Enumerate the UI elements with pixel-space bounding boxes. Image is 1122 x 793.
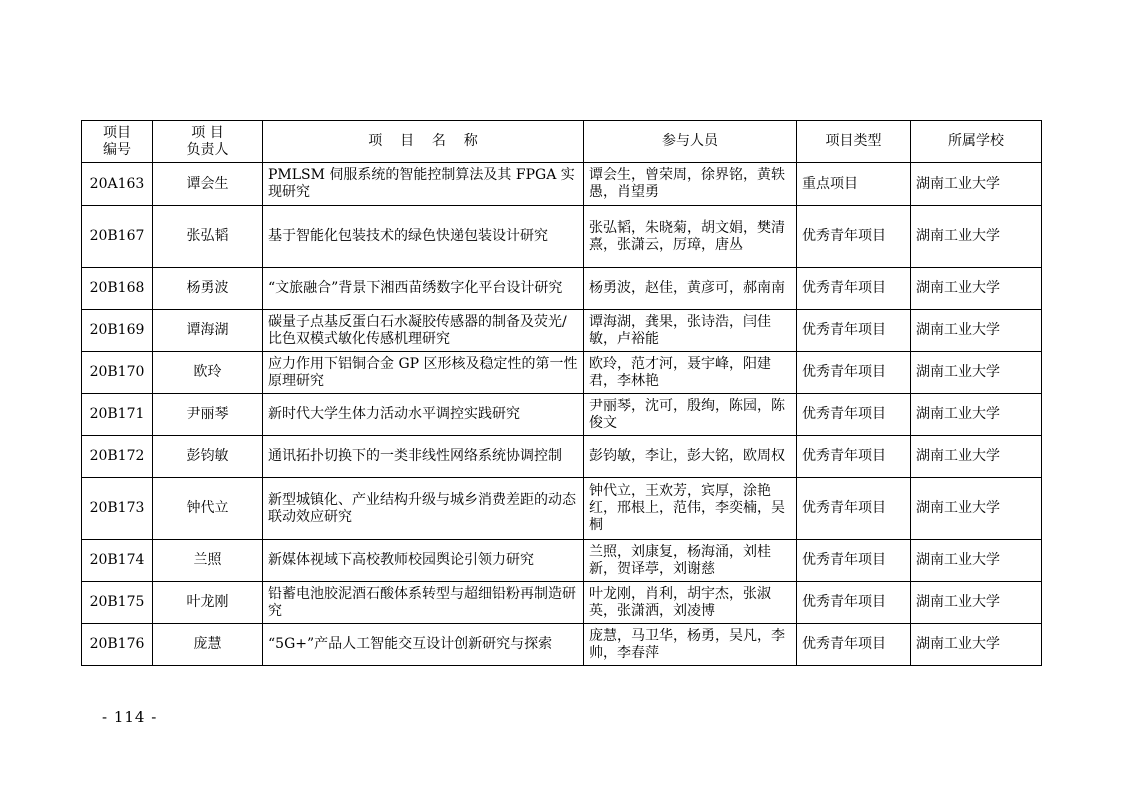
project-code: 20B175 (82, 582, 153, 624)
project-type: 优秀青年项目 (797, 540, 911, 582)
project-leader: 谭会生 (153, 163, 263, 206)
table-row (82, 436, 1042, 478)
header-project-name: 项 目 名 称 (263, 121, 584, 163)
header-project-type: 项目类型 (797, 121, 911, 163)
project-code: 20B173 (82, 478, 153, 540)
header-project-code: 项目 编号 (82, 121, 153, 163)
page-number: - 114 - (102, 708, 158, 726)
project-members: 欧玲，范才河，聂宇峰，阳建君，李林艳 (584, 352, 797, 394)
project-type: 优秀青年项目 (797, 394, 911, 436)
project-code: 20B174 (82, 540, 153, 582)
project-code: 20B167 (82, 206, 153, 268)
project-name: 通讯拓扑切换下的一类非线性网络系统协调控制 (263, 436, 584, 478)
project-members: 兰照，刘康复，杨海涌，刘桂新，贺译葶，刘谢慈 (584, 540, 797, 582)
project-members: 谭会生，曾荣周，徐界铭，黄轶愚，肖望勇 (584, 163, 797, 206)
header-participants: 参与人员 (584, 121, 797, 163)
project-leader: 庞慧 (153, 624, 263, 666)
table-row (82, 352, 1042, 394)
project-name: “文旅融合”背景下湘西苗绣数字化平台设计研究 (263, 268, 584, 310)
project-type: 优秀青年项目 (797, 352, 911, 394)
project-name: PMLSM 伺服系统的智能控制算法及其 FPGA 实现研究 (263, 163, 584, 206)
project-type: 优秀青年项目 (797, 582, 911, 624)
project-school: 湖南工业大学 (911, 394, 1042, 436)
project-school: 湖南工业大学 (911, 163, 1042, 206)
project-members: 钟代立，王欢芳，宾厚，涂艳红，邢根上，范伟，李奕楠，吴桐 (584, 478, 797, 540)
table-row (82, 624, 1042, 666)
project-code: 20B169 (82, 310, 153, 352)
table-row (82, 163, 1042, 206)
project-leader: 叶龙刚 (153, 582, 263, 624)
project-school: 湖南工业大学 (911, 582, 1042, 624)
project-type: 优秀青年项目 (797, 310, 911, 352)
project-code: 20B172 (82, 436, 153, 478)
project-school: 湖南工业大学 (911, 478, 1042, 540)
header-project-leader: 项 目 负责人 (153, 121, 263, 163)
project-type: 优秀青年项目 (797, 268, 911, 310)
project-type: 优秀青年项目 (797, 436, 911, 478)
project-type: 重点项目 (797, 163, 911, 206)
project-code: 20B170 (82, 352, 153, 394)
project-members: 尹丽琴，沈可，殷绚，陈园，陈俊文 (584, 394, 797, 436)
project-name: 碳量子点基反蛋白石水凝胶传感器的制备及荧光/比色双模式敏化传感机理研究 (263, 310, 584, 352)
project-type: 优秀青年项目 (797, 624, 911, 666)
project-members: 庞慧，马卫华，杨勇，吴凡，李帅，李春萍 (584, 624, 797, 666)
table-row (82, 394, 1042, 436)
project-leader: 钟代立 (153, 478, 263, 540)
table-row (82, 310, 1042, 352)
project-school: 湖南工业大学 (911, 268, 1042, 310)
project-leader: 彭钧敏 (153, 436, 263, 478)
project-school: 湖南工业大学 (911, 352, 1042, 394)
project-members: 杨勇波，赵佳，黄彦可，郝南南 (584, 268, 797, 310)
project-type: 优秀青年项目 (797, 206, 911, 268)
table-row (82, 478, 1042, 540)
project-name: 新媒体视域下高校教师校园舆论引领力研究 (263, 540, 584, 582)
project-code: 20B176 (82, 624, 153, 666)
project-members: 彭钧敏，李让，彭大铭，欧周权 (584, 436, 797, 478)
project-members: 叶龙刚，肖利，胡宇杰，张淑英，张潇洒，刘凌博 (584, 582, 797, 624)
project-leader: 杨勇波 (153, 268, 263, 310)
project-type: 优秀青年项目 (797, 478, 911, 540)
project-table (81, 120, 1042, 666)
project-leader: 欧玲 (153, 352, 263, 394)
project-leader: 兰照 (153, 540, 263, 582)
project-school: 湖南工业大学 (911, 206, 1042, 268)
project-code: 20B168 (82, 268, 153, 310)
project-code: 20B171 (82, 394, 153, 436)
header-school: 所属学校 (911, 121, 1042, 163)
project-name: “5G+”产品人工智能交互设计创新研究与探索 (263, 624, 584, 666)
table-row (82, 268, 1042, 310)
project-name: 基于智能化包装技术的绿色快递包装设计研究 (263, 206, 584, 268)
project-school: 湖南工业大学 (911, 436, 1042, 478)
project-members: 谭海湖，龚果，张诗浩，闫佳敏，卢裕能 (584, 310, 797, 352)
project-name: 新型城镇化、产业结构升级与城乡消费差距的动态联动效应研究 (263, 478, 584, 540)
project-leader: 尹丽琴 (153, 394, 263, 436)
table-header-row (82, 121, 1042, 163)
project-name: 应力作用下铝铜合金 GP 区形核及稳定性的第一性原理研究 (263, 352, 584, 394)
table-row (82, 206, 1042, 268)
project-code: 20A163 (82, 163, 153, 206)
project-name: 新时代大学生体力活动水平调控实践研究 (263, 394, 584, 436)
project-school: 湖南工业大学 (911, 310, 1042, 352)
project-members: 张弘韬，朱晓菊，胡文娟，樊清熹，张潇云，厉璋，唐丛 (584, 206, 797, 268)
project-name: 铅蓄电池胶泥酒石酸体系转型与超细铅粉再制造研究 (263, 582, 584, 624)
project-leader: 张弘韬 (153, 206, 263, 268)
project-leader: 谭海湖 (153, 310, 263, 352)
project-school: 湖南工业大学 (911, 540, 1042, 582)
table-row (82, 582, 1042, 624)
project-school: 湖南工业大学 (911, 624, 1042, 666)
table-row (82, 540, 1042, 582)
